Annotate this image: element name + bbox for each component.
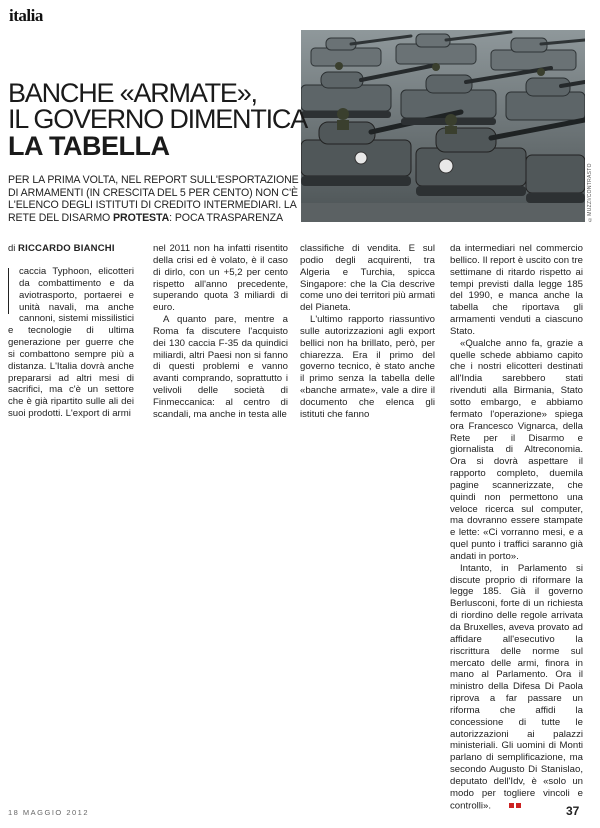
column-3	[300, 243, 435, 421]
paragraph: L'ultimo rapporto riassuntivo sulle autorizzazioni agli export bellici non ha brillato, però, per chiarezza. Era il primo del governo tecnico, è stato anche il primo senza la tabella delle «banche armate», vale a dire il documento che elenca gli istituti che fanno	[300, 314, 435, 420]
section-label: italia	[9, 6, 43, 25]
page-number: 37	[566, 804, 580, 818]
column-4	[450, 243, 583, 812]
headline-line-2: IL GOVERNO DIMENTICA	[8, 104, 308, 135]
tanks-illustration	[301, 30, 585, 222]
deck-bold: PROTESTA	[113, 211, 170, 224]
headline-line-3: LA TABELLA	[8, 130, 170, 161]
paragraph: nel 2011 non ha infatti risentito della crisi ed è volato, è il caso di dirlo, con un +5,2 per cento rispetto all'anno precedente, superando quota 3 miliardi di euro.	[153, 243, 288, 314]
headline	[8, 80, 308, 159]
paragraph	[450, 563, 583, 812]
deck-part-2: : POCA TRASPARENZA	[169, 211, 283, 224]
footer-date: 18 MAGGIO 2012	[8, 808, 90, 817]
paragraph: classifiche di vendita. E sul podio degli acquirenti, tra Algeria e Turchia, spicca Singapore: che la Cia descrive come uno dei territori più armati del Pianeta.	[300, 243, 435, 314]
byline-prefix: di	[8, 243, 19, 254]
paragraph: caccia Typhoon, elicotteri da combattimento e da aviotrasporto, portaerei e unità navali, ma anche cannoni, sistemi missilistici e tecnologie di ultima generazione per guerre che si combattono sempre più a distanza. L'Italia dovrà anche prepararsi ad altri mesi di sacrifici, ma c'è un settore che è già ripartito sulle ali dei suoi prodotti. L'export di armi	[8, 266, 134, 420]
paragraph: «Qualche anno fa, grazie a quelle schede abbiamo capito che i nostri elicotteri destinati all'India sarebbero stati rivenduti alla Birmania, Stato sotto embargo, e abbiamo fermato l'operazione» spiega ora Francesco Vignarca, della Rete per il Disarmo e giornalista di Altreconomia. Ora si dovrà aspettare il rapporto completo, duemila pagine scannerizzate, che quindi non permettono una veloce ricerca sul computer, ma dovranno essere stampate e lette: «Ci vorranno mesi, e a quel punto i traffici saranno già andati in porto».	[450, 337, 583, 562]
photo-credit: ©MUZZI/CONTRASTO	[587, 163, 593, 222]
paragraph-text: Intanto, in Parlamento si discute proprio di riformare la legge 185. Già il governo Berlusconi, forte di un richiesta di riordino delle regole arrivata da Bruxelles, aveva provato ad affidare all'esecutivo la riscrittura delle norme sul mercato delle armi, finora in mano al Parlamento. Ora il ministro della Difesa Di Paola riprova a far passare un riforma che affidi la concessione di tutte le autorizzazioni ai palazzi ministeriali. Gli uomini di Monti parlano di semplificazione, ma secondo Augusto Di Stanislao, deputato dell'Idv, è «solo un modo per togliere vincoli e controlli».	[450, 562, 583, 812]
headline-line-1: BANCHE «ARMATE»,	[8, 78, 257, 108]
tanks-photo	[301, 30, 585, 222]
column-2	[153, 243, 288, 421]
deck-part-1: PER LA PRIMA VOLTA, NEL REPORT SULL'ESPORTAZIONE DI ARMAMENTI (IN CRESCITA DEL 5 PER CENTO) NON C'È L'ELENCO DEGLI ISTITUTI DI CREDITO INTERMEDIARI. LA RETE DEL DISARMO	[8, 174, 299, 224]
paragraph: da intermediari nel commercio bellico. Il report è uscito con tre settimane di ritardo rispetto ai tempi previsti dalla legge 185 del 1990, e manca anche la tabella che riportava gli armamenti venduti a ciascuno Stato.	[450, 243, 583, 337]
deck-subtitle	[8, 174, 308, 224]
column-1	[8, 266, 134, 420]
dropcap-bar	[8, 268, 15, 314]
byline-author: RICCARDO BIANCHI	[18, 243, 115, 254]
byline	[8, 243, 115, 254]
paragraph: A quanto pare, mentre a Roma fa discutere l'acquisto dei 130 caccia F-35 da quindici miliardi, altri Paesi non si fanno di questi problemi e vanno avanti comprando, soprattutto i velivoli delle società di Finmeccanica: al centro di scandali, ma anche in testa alle	[153, 314, 288, 420]
end-mark-icon	[497, 800, 521, 812]
